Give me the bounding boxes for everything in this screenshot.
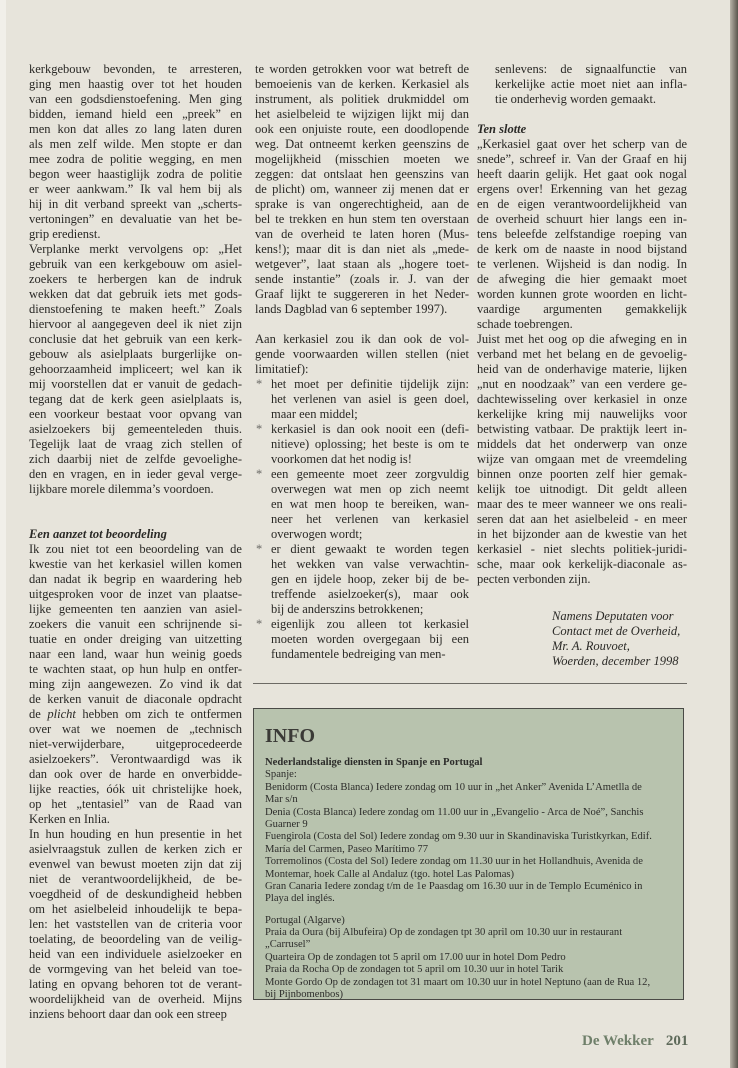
text-line: sche, maar ook kerkelijk-diaconale as- — [477, 557, 687, 571]
text-line: om het asielbeleid inhoudelijk te bepa- — [29, 902, 242, 916]
text-line: de plicht) om, wanneer zij menen dat er — [255, 182, 469, 196]
text-line: en de eigen verantwoordelijkheid van — [477, 197, 687, 211]
text-line: zich daarbij niet de zelfde gevoelighe- — [29, 452, 242, 466]
text-line: moeten worden overgegaan bij een — [271, 632, 469, 646]
info-group — [265, 769, 683, 905]
text-line: kerkgebouw bevonden, te arresteren, — [29, 62, 242, 76]
text-line: treffende asielzoeker(s), maar ook — [271, 587, 469, 601]
text-line: mogelijkheid (misschien moeten we — [255, 152, 469, 166]
text-line: kerkelijke actie moet niet aan infla- — [495, 77, 687, 91]
text-line: ging men haastig over tot het houden — [29, 77, 242, 91]
text-line: dan ook over de harde en onverbidde- — [29, 767, 242, 781]
text-line: Namens Deputaten voor — [552, 609, 674, 623]
info-line: Mar s/n — [265, 794, 298, 806]
text-line: men kon dat alles zo lang laten duren — [29, 122, 242, 136]
text-line: dienstoefening te maken heeft.” Zoals — [29, 302, 242, 316]
text-line: zoekers te herbergen kan de indruk — [29, 272, 242, 286]
text-line: Ik zou niet tot een beoordeling van de — [29, 542, 242, 556]
bullet-marker-icon: * — [256, 617, 263, 631]
text-line: heeft daarin gelijk. Het gaat ook nogal — [477, 167, 687, 181]
text-line: tens beleefde zelfstandige roeping van — [477, 227, 687, 241]
info-line: Quarteira Op de zondagen tot 5 april om 17.00 uur in hotel Dom Pedro — [265, 951, 566, 963]
paragraph — [477, 332, 687, 587]
publication-name: De Wekker — [582, 1033, 654, 1049]
text-line: hiervoor al aangegeven deel ik niet zijn — [29, 317, 242, 331]
info-line: Torremolinos (Costa del Sol) Iedere zondag om 11.30 uur in het Hollandhuis, Avenida de — [265, 856, 643, 868]
paragraph — [29, 242, 242, 497]
text-line: het verlenen van asiel is geen doel, — [271, 392, 469, 406]
text-line: asielvraagstuk zullen de kerken zich er — [29, 842, 242, 856]
bullet-item — [255, 542, 469, 617]
text-line: asielzoekers”. Verontwaardigd was ik — [29, 752, 242, 766]
text-line: kerkasiel - niet slechts politiek-juridi- — [477, 542, 687, 556]
text-line: len: het vaststellen van de criteria voor — [29, 917, 242, 931]
text-line: senlevens: de signaalfunctie van — [495, 62, 687, 76]
text-line: ook een onjuiste route, een doodlopende — [255, 122, 469, 136]
text-line: neer het verlenen van kerkasiel — [271, 512, 469, 526]
text-line: gen en ijdele hoop, zeker bij de be- — [271, 572, 469, 586]
info-line: „Carrusel” — [265, 939, 311, 951]
info-subtitle: Nederlandstalige diensten in Spanje en Portugal — [265, 757, 483, 768]
text-line: seren dat aan het asielbeleid - en meer — [477, 512, 687, 526]
text-line: ming zijn aangewezen. Zo vind ik dat — [29, 677, 242, 691]
paragraph — [29, 62, 242, 242]
text-line: worden kunnen grote woorden en licht- — [477, 287, 687, 301]
text-line: hij in dit verband spreekt van „scherts- — [29, 197, 242, 211]
text-line: dan nadat ik begrip en waardering heb — [29, 572, 242, 586]
text-line: lijkbare morele dilemma’s voordoen. — [29, 482, 214, 496]
text-line: gebruik van een kerkgebouw om asiel- — [29, 257, 242, 271]
text-line: bel te trekken en hun stem ten overstaan — [255, 212, 469, 226]
text-line: Contact met de Overheid, — [552, 624, 681, 638]
text-line: kens!); maar dit is dan niet als „mede- — [255, 242, 469, 256]
text-line: binnen onze poorten zelf hier gemak- — [477, 467, 687, 481]
text-line: sprake is van ongerechtigheid, aan de — [255, 197, 469, 211]
text-line: het moet per definitie tijdelijk zijn: — [271, 377, 469, 391]
text-line: mij voorstellen dat er vanuit de gedach- — [29, 377, 242, 391]
text-line: eigenlijk zou alleen tot kerkasiel — [271, 617, 469, 631]
text-line: het asielbeleid te wijzigen lijkt mij dan — [255, 107, 469, 121]
text-line: wetgever”, laat staan als „hogere toet- — [255, 257, 469, 271]
info-line: bij Pijnbomenbos) — [265, 989, 343, 1001]
text-line: fundamentele bedreiging van men- — [271, 647, 446, 661]
text-line: lating en opvang behoren tot de verant- — [29, 977, 242, 991]
text-line: Woerden, december 1998 — [552, 654, 679, 668]
info-line: Praia da Oura (bij Albufeira) Op de zondagen tpt 30 april om 10.30 uur in restaurant — [265, 927, 623, 939]
text-line: heid van de onderhavige materie, lijken — [477, 362, 687, 376]
text-line: gehoorzaamheid impliceert; wel kan ik — [29, 362, 242, 376]
text-line: den en vragen, en in ieder geval verge- — [29, 467, 242, 481]
text-line: bemoeienis van de kerken. Kerkasiel als — [255, 77, 469, 91]
text-line: over wat we noemen de „technisch — [29, 722, 242, 736]
text-line: vaardige argumenten gemakkelijk — [477, 302, 687, 316]
text-line: van de overheid te laten horen (Mus- — [255, 227, 469, 241]
text-line: gende voorwaarden willen stellen (niet — [255, 347, 469, 361]
text-line: „Kerkasiel gaat over het scherp van de — [477, 137, 687, 151]
paragraph — [255, 62, 469, 317]
page-footer — [582, 1033, 688, 1050]
text-line: kerkelijke kring mij nauwelijks voor — [477, 407, 687, 421]
info-line: Portugal (Algarve) — [265, 914, 345, 926]
text-line: uitgesproken voor de inzet van plaatse- — [29, 587, 242, 601]
text-line: de vormgeving van het beleid van toe- — [29, 962, 242, 976]
text-line: op het „tentasiel” van de Raad van — [29, 797, 242, 811]
text-line: maar des te meer wanneer we ons reali- — [477, 497, 687, 511]
text-line: gebouw als asielplaats burgerlijke on- — [29, 347, 242, 361]
text-line: asielzoekers bij gemeenteleden thuis. — [29, 422, 242, 436]
column-right — [477, 62, 687, 669]
paragraph — [477, 137, 687, 332]
text-line: nitieve) oplossing; het beste is om te — [271, 437, 469, 451]
text-line: en wat men hoop te bereiken, wan- — [271, 497, 469, 511]
text-line: begon weer haastiglijk zodra de politie — [29, 167, 242, 181]
page-number: 201 — [665, 1033, 689, 1049]
text-line: mee zodra de politie wegging, en men — [29, 152, 242, 166]
bullet-marker-icon: * — [256, 542, 263, 556]
info-line: Denia (Costa Blanca) Iedere zondag om 11.00 uur in „Evangelio - Arca de Noé”, Sanchis — [265, 806, 644, 818]
paragraph — [255, 332, 469, 377]
text-line: wijze van omgaan met de vreemdeling — [477, 452, 687, 466]
text-segment: de — [29, 707, 48, 721]
text-line: een gemeente moet zeer zorgvuldig — [271, 467, 469, 481]
text-line: middels dat het onderwerp van onze — [477, 437, 687, 451]
column-left — [29, 62, 242, 1022]
text-line: betwisting vatbaar. De praktijk leert in- — [477, 422, 687, 436]
text-line: naar een land, waar hun weinig goeds — [29, 647, 242, 661]
paragraph — [29, 542, 242, 827]
text-line: bij de anderszins betrokkenen; — [271, 602, 424, 616]
text-line: zoekers die vanuit een schrijnende si- — [29, 617, 242, 631]
text-line: inziens behoort daar dan ook een streep — [29, 1007, 227, 1021]
text-line: tegang dat de kerk geen asielplaats is, — [29, 392, 242, 406]
text-line: Juist met het oog op die afweging en in — [477, 332, 687, 346]
paragraph — [29, 827, 242, 1022]
text-line: woordelijkheid van de overheid. Mijns — [29, 992, 242, 1006]
section-heading: Ten slotte — [477, 122, 527, 136]
text-line: snede”, schreef ir. Van der Graaf en hij — [477, 152, 687, 166]
info-line: Guarner 9 — [265, 818, 308, 830]
bullet-item — [255, 377, 469, 422]
text-line: tuatie en onder dreiging van uitzetting — [29, 632, 242, 646]
text-line: vertoningen” en devaluatie van het be- — [29, 212, 242, 226]
text-line: er dient gewaakt te worden tegen — [271, 542, 469, 556]
text-line: evenwel van bewust moeten zijn dat zij — [29, 857, 242, 871]
text-line: kwestie van het kerkasiel willen komen — [29, 557, 242, 571]
text-line: Tegelijk laat de vraag zich stellen of — [29, 437, 242, 451]
text-line: de afweging die hier gemaakt moet — [477, 272, 687, 286]
text-line: de kerk om de naaste in nood bijstand — [477, 242, 687, 256]
text-line: zeggen: dat ontslaat hen geenszins van — [255, 167, 469, 181]
text-line: het wekken van valse verwachtin- — [271, 557, 469, 571]
text-line: In hun houding en hun presentie in het — [29, 827, 242, 841]
bullet-item — [255, 617, 469, 662]
text-line: Graaf lijkt te suggereren in het Neder- — [255, 287, 469, 301]
text-line: weg. Dat ontneemt kerken geenszins de — [255, 137, 469, 151]
info-line: Montemar, hoek Calle al Andaluz (tgo. hotel Las Palomas) — [265, 868, 515, 880]
column-middle — [255, 62, 469, 662]
text-line: de kerken vanuit de diaconale opdracht — [29, 692, 242, 706]
text-line: te verlenen. Wijsheid is dan nodig. In — [477, 257, 687, 271]
text-line: grip eredienst. — [29, 227, 101, 241]
text-line: lands Dagblad van 6 september 1997). — [255, 302, 448, 316]
bullet-marker-icon: * — [256, 422, 263, 436]
bullet-continuation — [477, 62, 687, 107]
text-line: in het bijzonder aan de kwestie van het — [477, 527, 687, 541]
text-line: de overheid schuurt hier langs een in- — [477, 212, 687, 226]
info-line: Playa del inglés. — [265, 893, 335, 905]
info-box — [253, 708, 684, 1000]
text-line: Kerken en Inlia. — [29, 812, 110, 826]
bullet-marker-icon: * — [256, 377, 263, 391]
text-line: als men zelf wilde. Men stopte er dan — [29, 137, 242, 151]
text-line: te wachten staat, op hun hulp en ontfer- — [29, 662, 242, 676]
text-line: dachtewisseling over kerkasiel in onze — [477, 392, 687, 406]
text-line: er weer aankwam.” Ik val hem bij als — [29, 182, 242, 196]
text-line: een voorkeur bestaat voor opvang van — [29, 407, 242, 421]
info-listings — [265, 769, 683, 1001]
text-line — [29, 707, 242, 722]
text-line: sende instantie” (zoals ir. J. van der — [255, 272, 469, 286]
text-line: tie onderhevig worden gemaakt. — [495, 92, 657, 106]
text-line: van een godsdienstoefening. Men ging — [29, 92, 242, 106]
text-line: lijke reacties, óók uit christelijke hoek, — [29, 782, 242, 796]
info-line: Praia da Rocha Op de zondagen tot 5 april om 10.30 uur in hotel Tarik — [265, 964, 564, 976]
text-line: verband met het belang en de gevoelig- — [477, 347, 687, 361]
text-line: Verplanke merkt vervolgens op: „Het — [29, 242, 242, 256]
emphasis-text: plicht — [47, 707, 76, 721]
bullet-item — [255, 467, 469, 542]
info-line: María del Carmen, Paseo Marítimo 77 — [265, 843, 428, 855]
info-line: Benidorm (Costa Blanca) Iedere zondag om 10 uur in „het Anker” Avenida L’Ametlla de — [265, 781, 642, 793]
signature — [477, 609, 687, 669]
text-line: kelijk toe uitnodigt. Dit geldt alleen — [477, 482, 687, 496]
text-line: kerkasiel is dan ook nooit een (defi- — [271, 422, 469, 436]
info-line: Gran Canaria Iedere zondag t/m de 1e Paasdag om 16.30 uur in de Templo Ecuménico in — [265, 880, 643, 892]
text-line: ergens over! Erkenning van het gezag — [477, 182, 687, 196]
info-line: Fuengirola (Costa del Sol) Iedere zondag om 9.30 uur in Skandinaviska Turistkyrkan, Edif. — [265, 831, 652, 843]
text-line: Aan kerkasiel zou ik dan ook de vol- — [255, 332, 469, 346]
text-line: te worden getrokken voor wat betreft de — [255, 62, 469, 76]
text-line: bidden, iemand hield een „preek” en — [29, 107, 242, 121]
text-line: „nut en noodzaak” van een verdere ge- — [477, 377, 687, 391]
text-line: schade toebrengen. — [477, 317, 573, 331]
text-line: limitatief): — [255, 362, 309, 376]
text-line: voorkomen dat het nodig is! — [271, 452, 412, 466]
info-title: INFO — [265, 725, 315, 747]
text-line: heid van een individuele asielzoeker en — [29, 947, 242, 961]
divider-rule — [253, 683, 687, 684]
text-line: instrument, als politiek drukmiddel om — [255, 92, 469, 106]
text-line: pecten verbonden zijn. — [477, 572, 591, 586]
info-line: Spanje: — [265, 769, 297, 781]
text-line: conclusie dat het gebruik van een kerk- — [29, 332, 242, 346]
text-line: lijke gemeenten ten aanzien van asiel- — [29, 602, 242, 616]
text-line: overwegen wat men op zich neemt — [271, 482, 469, 496]
text-line: overwogen wordt; — [271, 527, 363, 541]
text-line: toelating, de beoordeling van de veilig- — [29, 932, 242, 946]
text-line: niet-verwijderbare, uitgeprocedeerde — [29, 737, 242, 751]
text-line: maar een middel; — [271, 407, 358, 421]
section-heading: Een aanzet tot beoordeling — [29, 527, 167, 541]
text-line: voegdheid of de deskundigheid hebben — [29, 887, 242, 901]
bullet-marker-icon: * — [256, 467, 263, 481]
bullet-item — [255, 422, 469, 467]
text-segment: hebben om zich te ontfermen — [75, 707, 242, 721]
text-line: wekken dat dat gebruik iets met gods- — [29, 287, 242, 301]
scan-right-edge — [730, 0, 738, 1068]
scan-left-edge — [0, 0, 6, 1068]
info-group — [265, 915, 683, 1002]
text-line: Mr. A. Rouvoet, — [552, 639, 630, 653]
info-line: Monte Gordo Op de zondagen tot 31 maart om 10.30 uur in hotel Neptuno (aan de Rua 12, — [265, 976, 651, 988]
text-line: niet de verantwoordelijkheid, de be- — [29, 872, 242, 886]
